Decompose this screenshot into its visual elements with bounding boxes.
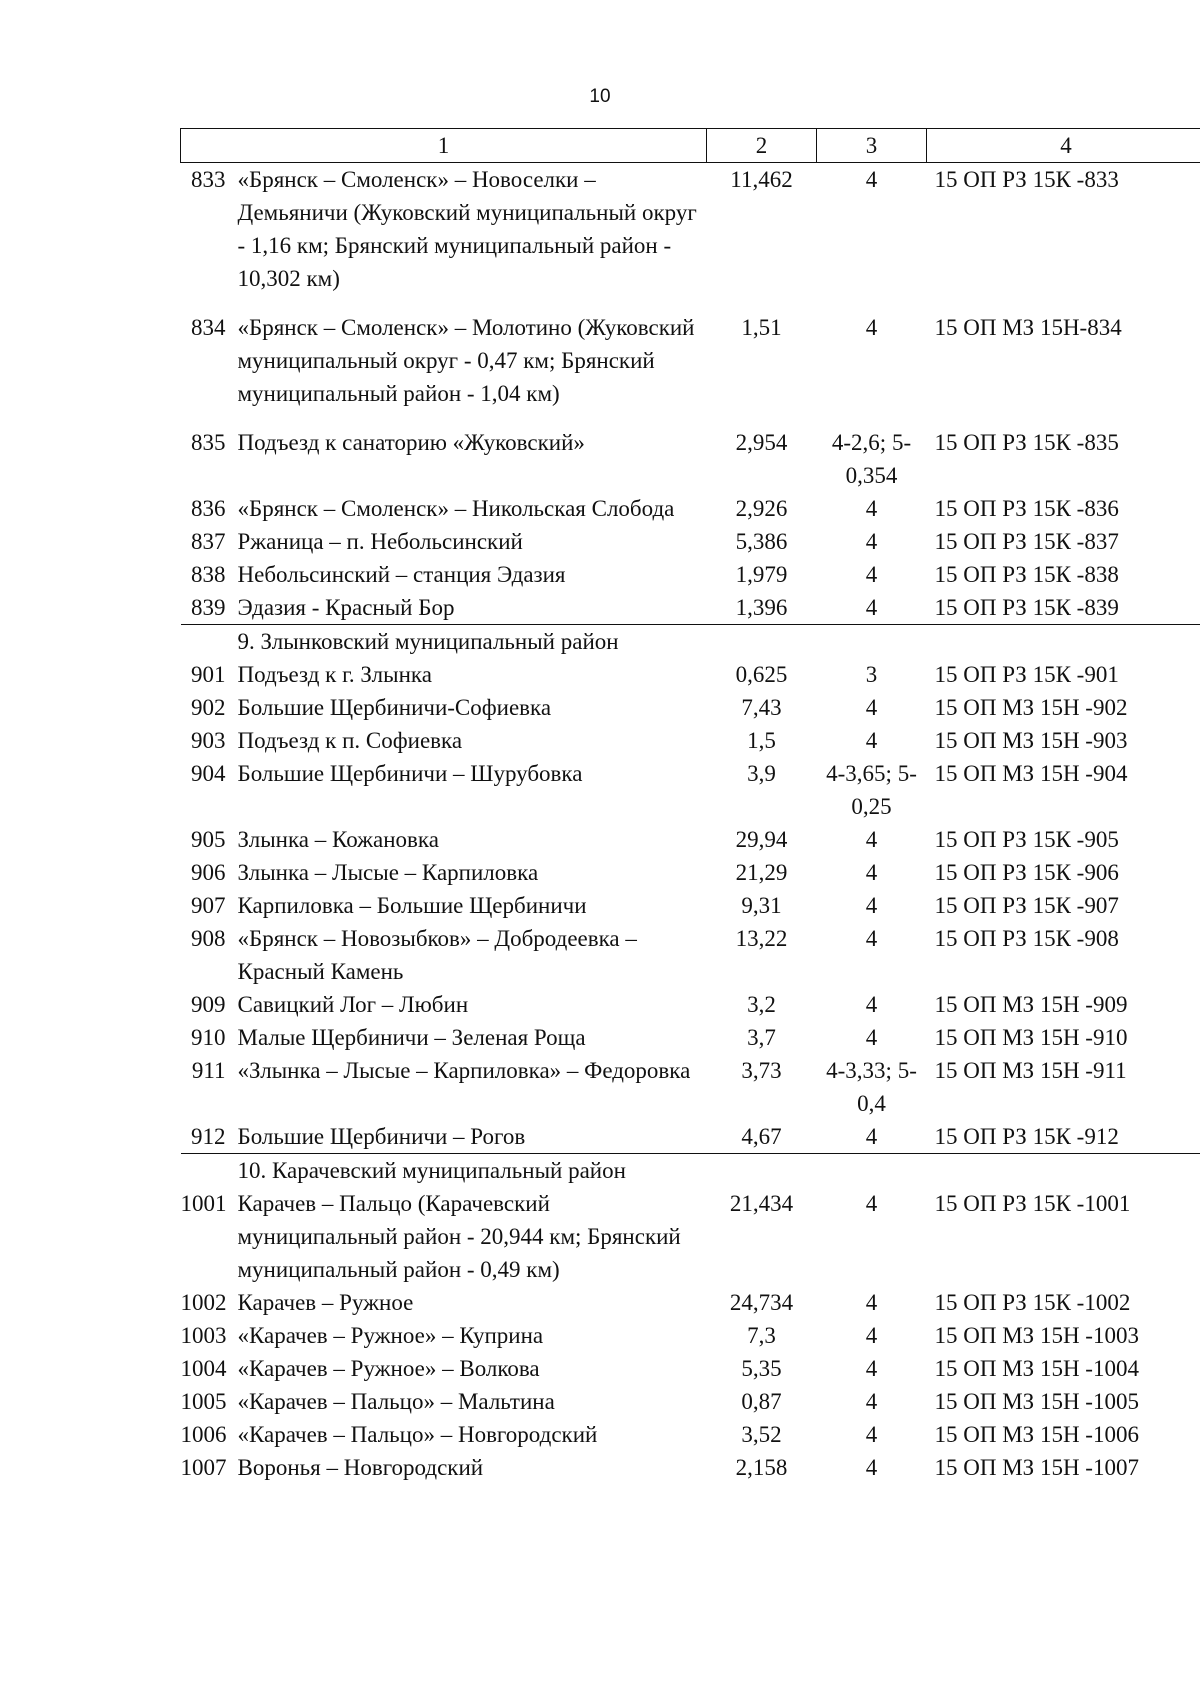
road-category: 4 <box>865 315 878 340</box>
road-name: Большие Щербиничи-Софиевка <box>237 695 552 720</box>
road-id-code: 15 ОП МЗ 15Н-834 <box>934 315 1122 340</box>
road-category: 4 <box>865 1422 878 1447</box>
road-length: 1,979 <box>735 562 788 587</box>
section-title: 10. Карачевский муниципальный район <box>236 1154 1200 1188</box>
road-number: 1004 <box>180 1356 227 1381</box>
road-length: 1,396 <box>735 595 788 620</box>
road-number: 911 <box>191 1058 226 1083</box>
road-name: Савицкий Лог – Любин <box>237 992 469 1017</box>
table-row <box>181 1286 1200 1319</box>
road-length: 3,9 <box>747 761 776 786</box>
table-row <box>181 724 1200 757</box>
road-category: 4 <box>865 728 878 753</box>
road-category: 4 <box>865 529 878 554</box>
table-row <box>181 426 1200 492</box>
road-number: 1006 <box>180 1422 227 1447</box>
table-row <box>181 889 1200 922</box>
roads-table-container <box>180 128 1200 1484</box>
road-name: Малые Щербиничи – Зеленая Роща <box>237 1025 586 1050</box>
road-category: 4 <box>865 1455 878 1480</box>
table-row <box>181 658 1200 691</box>
road-length: 4,67 <box>741 1124 782 1149</box>
road-number: 836 <box>191 496 226 521</box>
section-title: 9. Злынковский муниципальный район <box>236 625 1200 659</box>
road-length: 7,43 <box>741 695 782 720</box>
road-id-code: 15 ОП РЗ 15К -906 <box>934 860 1119 885</box>
road-number: 835 <box>191 430 226 455</box>
section-heading-row <box>181 625 1200 659</box>
table-row <box>181 922 1200 988</box>
road-id-code: 15 ОП МЗ 15Н -1005 <box>934 1389 1139 1414</box>
road-length: 11,462 <box>730 167 793 192</box>
road-name: «Карачев – Ружное» – Волкова <box>237 1356 540 1381</box>
road-length: 5,386 <box>735 529 788 554</box>
road-id-code: 15 ОП МЗ 15Н -911 <box>934 1058 1127 1083</box>
road-name: «Брянск – Смоленск» – Новоселки – Демьяничи (Жуковский муниципальный округ - 1,16 км; Брянский муниципальный район - 10,302 км) <box>237 167 697 291</box>
table-row <box>181 1054 1200 1120</box>
table-row <box>181 591 1200 625</box>
table-row <box>181 163 1200 312</box>
road-length: 5,35 <box>741 1356 782 1381</box>
road-length: 9,31 <box>741 893 782 918</box>
road-number: 1001 <box>180 1191 227 1216</box>
road-length: 0,87 <box>741 1389 782 1414</box>
road-id-code: 15 ОП МЗ 15Н -910 <box>934 1025 1128 1050</box>
road-number: 908 <box>191 926 226 951</box>
road-number: 834 <box>191 315 226 340</box>
road-length: 21,434 <box>729 1191 794 1216</box>
road-category: 4 <box>865 695 878 720</box>
road-name: Подъезд к г. Злынка <box>237 662 432 687</box>
road-number: 907 <box>191 893 226 918</box>
header-col-4: 4 <box>927 129 1200 163</box>
table-row <box>181 1319 1200 1352</box>
road-id-code: 15 ОП МЗ 15Н -903 <box>934 728 1128 753</box>
road-length: 2,158 <box>735 1455 788 1480</box>
road-length: 1,51 <box>741 315 782 340</box>
road-id-code: 15 ОП МЗ 15Н -904 <box>934 761 1128 786</box>
road-length: 13,22 <box>735 926 788 951</box>
road-length: 2,954 <box>735 430 788 455</box>
header-col-1: 1 <box>181 129 707 163</box>
road-number: 909 <box>191 992 226 1017</box>
road-category: 4 <box>865 1323 878 1348</box>
road-length: 29,94 <box>735 827 788 852</box>
road-name: Большие Щербиничи – Рогов <box>237 1124 526 1149</box>
road-id-code: 15 ОП РЗ 15К -901 <box>934 662 1119 687</box>
section-heading-row <box>181 1154 1200 1188</box>
road-length: 7,3 <box>747 1323 776 1348</box>
road-category: 4 <box>865 1191 878 1216</box>
road-number: 1003 <box>180 1323 227 1348</box>
road-name: «Злынка – Лысые – Карпиловка» – Федоровка <box>237 1058 691 1083</box>
road-name: Карпиловка – Большие Щербиничи <box>237 893 587 918</box>
road-number: 905 <box>191 827 226 852</box>
table-row <box>181 558 1200 591</box>
road-name: Ржаница – п. Небольсинский <box>237 529 523 554</box>
road-category: 4 <box>865 860 878 885</box>
road-name: «Карачев – Ружное» – Куприна <box>237 1323 544 1348</box>
road-number: 1007 <box>180 1455 227 1480</box>
road-id-code: 15 ОП МЗ 15Н -902 <box>934 695 1128 720</box>
road-name: Подъезд к п. Софиевка <box>237 728 463 753</box>
road-length: 3,7 <box>747 1025 776 1050</box>
road-id-code: 15 ОП РЗ 15К -833 <box>934 167 1119 192</box>
section-spacer <box>181 1154 236 1188</box>
road-number: 902 <box>191 695 226 720</box>
road-length: 24,734 <box>729 1290 794 1315</box>
road-category: 4 <box>865 562 878 587</box>
road-length: 1,5 <box>747 728 776 753</box>
table-row <box>181 1120 1200 1154</box>
road-id-code: 15 ОП РЗ 15К -907 <box>934 893 1119 918</box>
road-name: «Брянск – Смоленск» – Никольская Слобода <box>237 496 675 521</box>
road-id-code: 15 ОП РЗ 15К -836 <box>934 496 1119 521</box>
road-name: Карачев – Ружное <box>237 1290 414 1315</box>
road-category: 4 <box>865 1124 878 1149</box>
road-category: 4 <box>865 1389 878 1414</box>
road-number: 833 <box>191 167 226 192</box>
road-name: Небольсинский – станция Эдазия <box>237 562 566 587</box>
road-id-code: 15 ОП РЗ 15К -908 <box>934 926 1119 951</box>
road-number: 1002 <box>180 1290 227 1315</box>
road-category: 4 <box>865 827 878 852</box>
road-id-code: 15 ОП МЗ 15Н -1004 <box>934 1356 1139 1381</box>
road-number: 906 <box>191 860 226 885</box>
road-category: 4 <box>865 1290 878 1315</box>
road-id-code: 15 ОП РЗ 15К -838 <box>934 562 1119 587</box>
table-body <box>181 163 1200 1485</box>
road-category: 4 <box>865 595 878 620</box>
road-category: 3 <box>865 662 878 687</box>
table-row <box>181 988 1200 1021</box>
road-number: 838 <box>191 562 226 587</box>
road-category: 4 <box>865 992 878 1017</box>
road-category: 4 <box>865 926 878 951</box>
road-category: 4 <box>865 1356 878 1381</box>
road-category: 4 <box>865 167 878 192</box>
road-category: 4-3,33; 5-0,4 <box>826 1058 917 1116</box>
road-id-code: 15 ОП РЗ 15К -839 <box>934 595 1119 620</box>
road-length: 21,29 <box>735 860 788 885</box>
road-id-code: 15 ОП МЗ 15Н -1007 <box>934 1455 1139 1480</box>
road-number: 839 <box>191 595 226 620</box>
road-number: 910 <box>191 1025 226 1050</box>
road-number: 912 <box>191 1124 226 1149</box>
road-name: «Карачев – Пальцо» – Новгородский <box>237 1422 598 1447</box>
road-length: 2,926 <box>735 496 788 521</box>
road-name: «Карачев – Пальцо» – Мальтина <box>237 1389 555 1414</box>
table-row <box>181 492 1200 525</box>
road-length: 0,625 <box>735 662 788 687</box>
table-row <box>181 691 1200 724</box>
road-id-code: 15 ОП МЗ 15Н -909 <box>934 992 1128 1017</box>
road-name: Злынка – Кожановка <box>237 827 439 852</box>
road-id-code: 15 ОП РЗ 15К -1002 <box>934 1290 1131 1315</box>
road-id-code: 15 ОП МЗ 15Н -1006 <box>934 1422 1139 1447</box>
road-name: Подъезд к санаторию «Жуковский» <box>237 430 585 455</box>
road-id-code: 15 ОП РЗ 15К -912 <box>934 1124 1119 1149</box>
table-row <box>181 823 1200 856</box>
road-name: Большие Щербиничи – Шурубовка <box>237 761 583 786</box>
road-name: Эдазия - Красный Бор <box>237 595 455 620</box>
road-number: 901 <box>191 662 226 687</box>
road-id-code: 15 ОП РЗ 15К -1001 <box>934 1191 1131 1216</box>
road-category: 4-3,65; 5-0,25 <box>826 761 917 819</box>
road-id-code: 15 ОП РЗ 15К -905 <box>934 827 1119 852</box>
table-row <box>181 757 1200 823</box>
road-number: 1005 <box>180 1389 227 1414</box>
road-category: 4 <box>865 1025 878 1050</box>
road-category: 4-2,6; 5-0,354 <box>831 430 912 488</box>
road-length: 3,2 <box>747 992 776 1017</box>
road-number: 904 <box>191 761 226 786</box>
table-row <box>181 1451 1200 1484</box>
road-length: 3,73 <box>741 1058 782 1083</box>
header-col-3: 3 <box>817 129 927 163</box>
road-id-code: 15 ОП МЗ 15Н -1003 <box>934 1323 1139 1348</box>
table-row <box>181 1187 1200 1286</box>
table-row <box>181 1418 1200 1451</box>
road-id-code: 15 ОП РЗ 15К -837 <box>934 529 1119 554</box>
table-row <box>181 1021 1200 1054</box>
road-name: Карачев – Пальцо (Карачевский муниципальный район - 20,944 км; Брянский муниципальный район - 0,49 км) <box>237 1191 681 1282</box>
table-row <box>181 525 1200 558</box>
road-category: 4 <box>865 496 878 521</box>
road-number: 903 <box>191 728 226 753</box>
road-id-code: 15 ОП РЗ 15К -835 <box>934 430 1119 455</box>
road-category: 4 <box>865 893 878 918</box>
roads-table <box>180 128 1200 1484</box>
road-name: «Брянск – Смоленск» – Молотино (Жуковский муниципальный округ - 0,47 км; Брянский муниципальный район - 1,04 км) <box>237 315 695 406</box>
road-name: Воронья – Новгородский <box>237 1455 484 1480</box>
table-header-row <box>181 129 1200 163</box>
road-name: «Брянск – Новозыбков» – Добродеевка – Красный Камень <box>237 926 637 984</box>
page-number: 10 <box>589 86 611 107</box>
table-row <box>181 1352 1200 1385</box>
road-name: Злынка – Лысые – Карпиловка <box>237 860 539 885</box>
table-row <box>181 1385 1200 1418</box>
road-length: 3,52 <box>741 1422 782 1447</box>
road-number: 837 <box>191 529 226 554</box>
section-spacer <box>181 625 236 659</box>
header-col-2: 2 <box>707 129 817 163</box>
table-row <box>181 856 1200 889</box>
table-row <box>181 311 1200 426</box>
